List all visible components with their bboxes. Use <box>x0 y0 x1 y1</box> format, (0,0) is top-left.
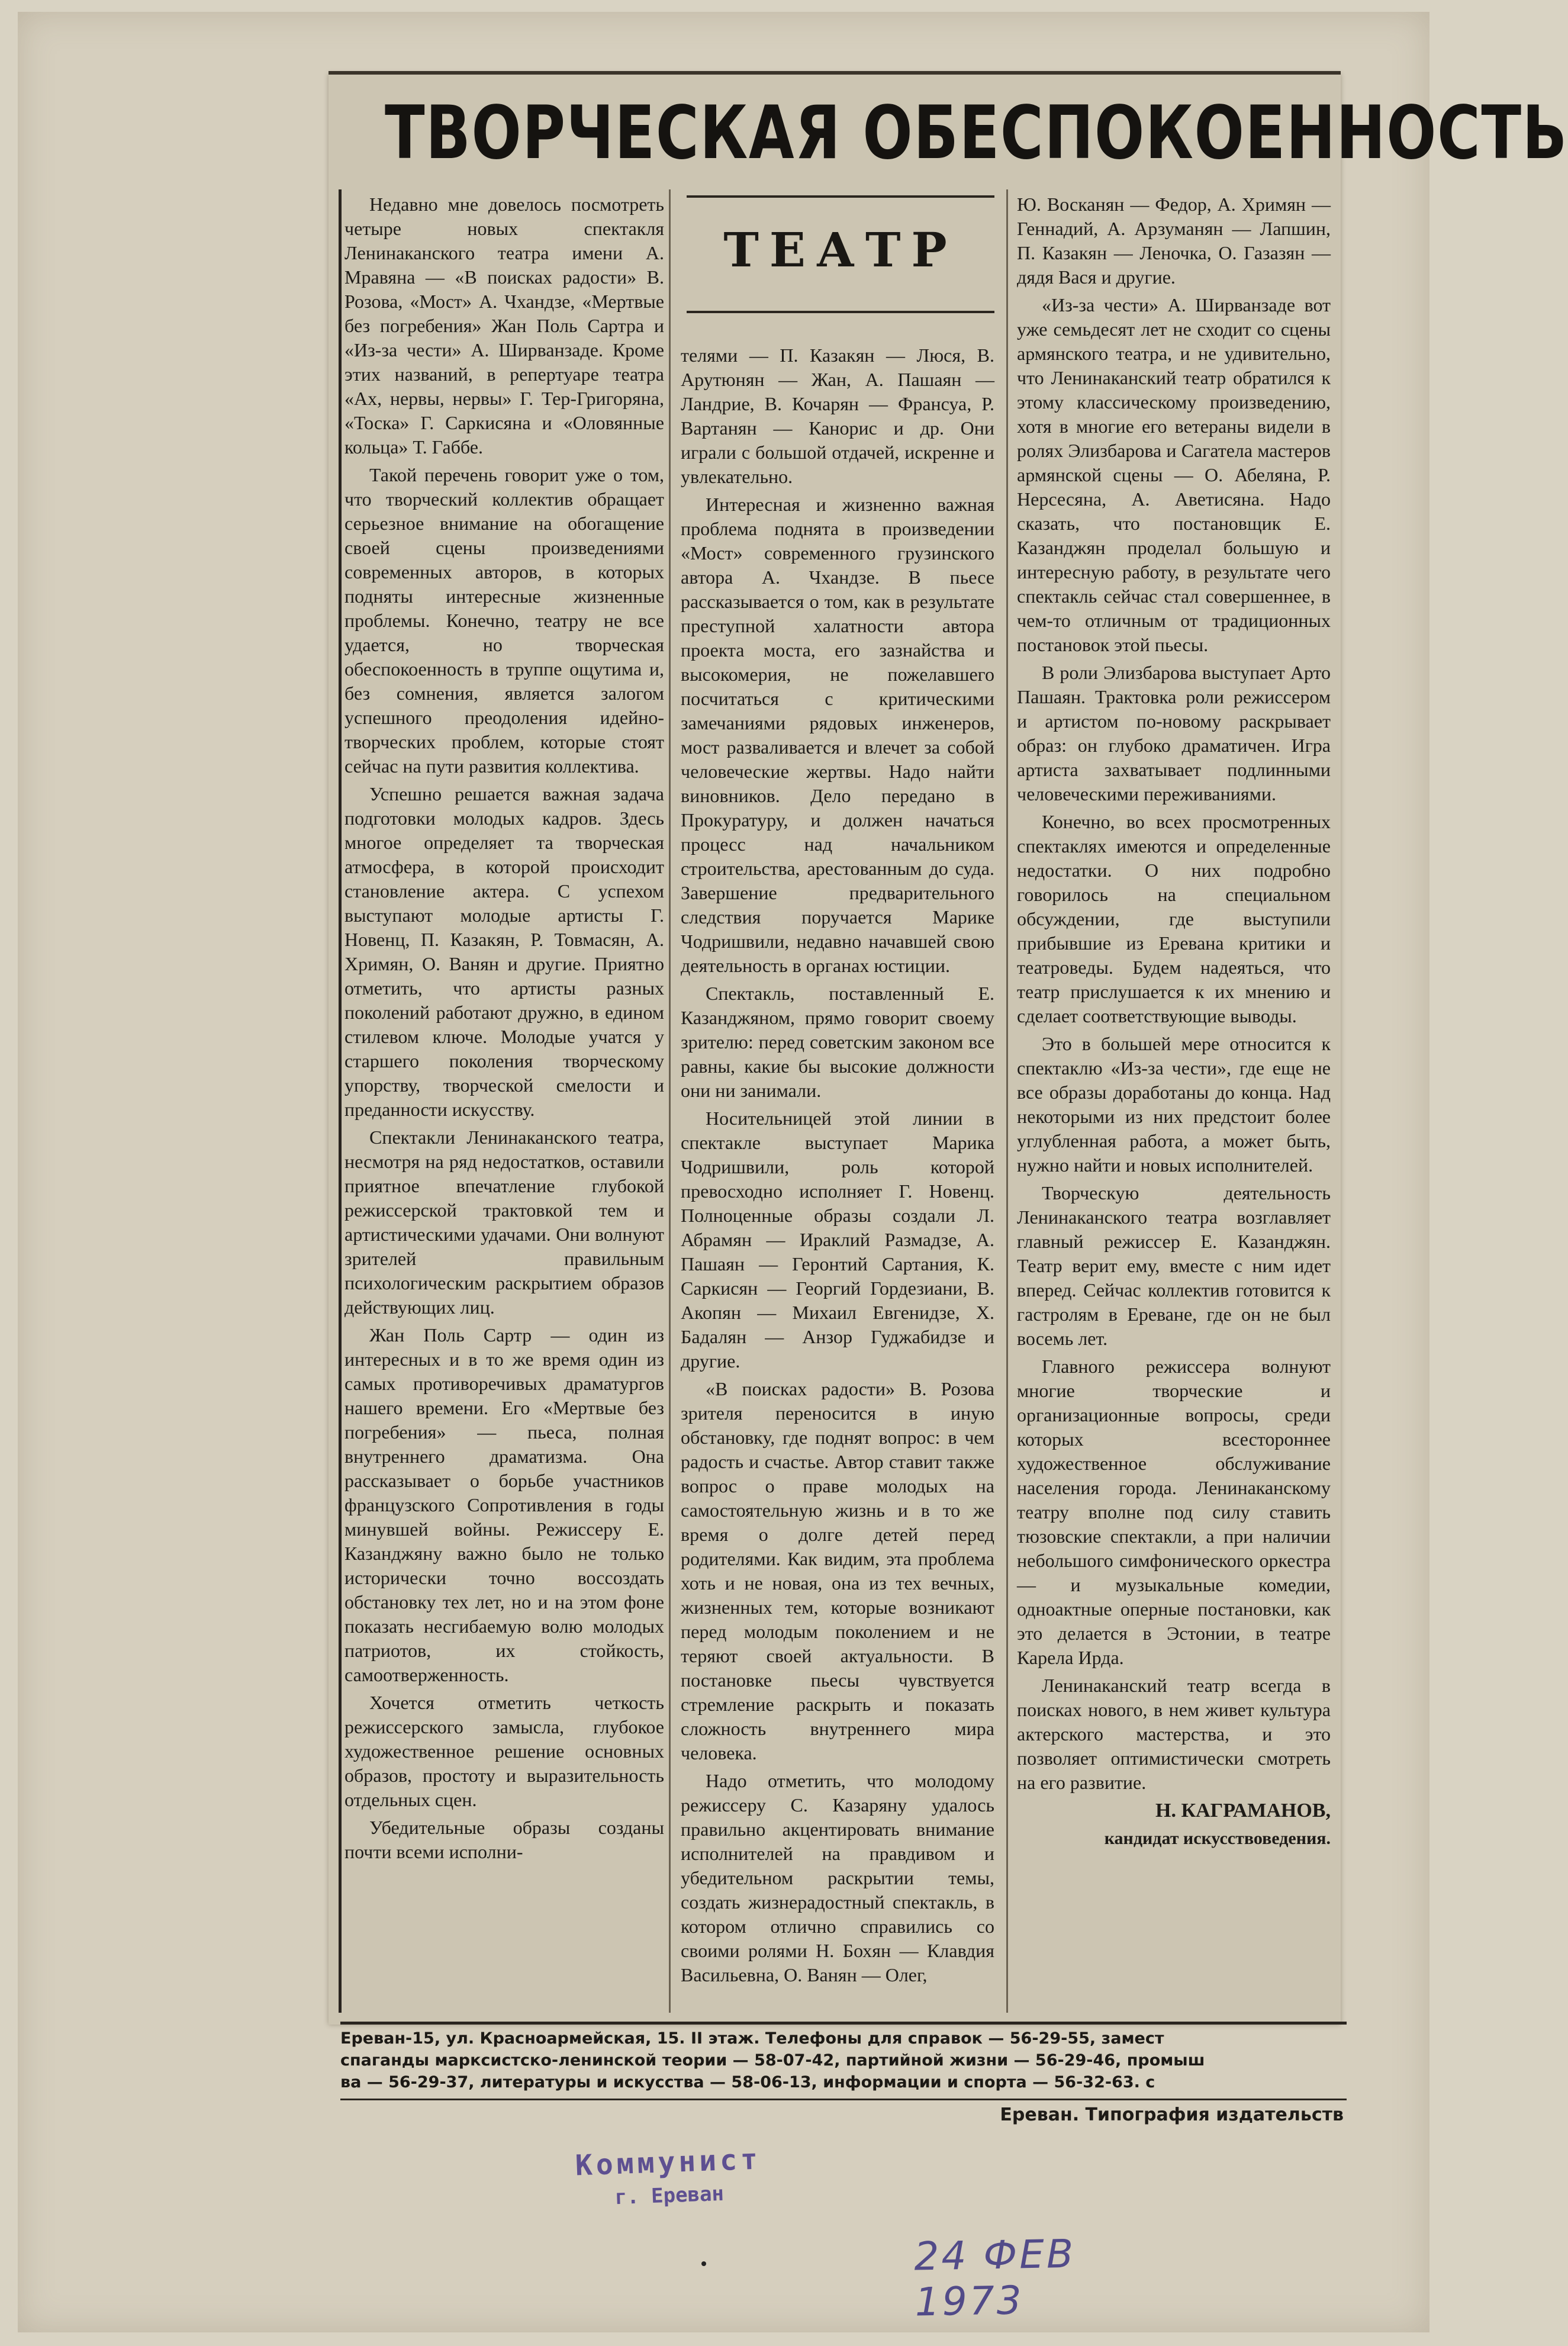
section-rule-top <box>687 195 994 198</box>
author-title: кандидат искусствоведения. <box>1104 1829 1331 1848</box>
paragraph: Конечно, во всех просмотренных спектаклях имеются и определенные недостатки. О них подробно говорилось на специальном обсуждении, где выступили прибывшие из Еревана критики и театроведы. Будем надеяться, что театр прислушается к их мнению и сделает соответствующие выводы. <box>1017 811 1331 1026</box>
section-header <box>687 195 994 314</box>
paragraph: Успешно решается важная задача подготовки молодых кадров. Здесь многое определяет та творческая атмосфера, в которой происходит становление актера. С успехом выступают молодые артисты Г. Новенц, П. Казакян, Р. Товмасян, А. Хримян, О. Ванян и другие. Приятно отметить, что артисты разных поколений работают дружно, в едином стилевом ключе. Молодые учатся у старшего поколения творческому упорству, творческой смелости и преданности искусству. <box>344 783 664 1120</box>
paragraph: Ленинаканский театр всегда в поисках нового, в нем живет культура актерского мастерства, и это позволяет оптимистически смотреть на его развитие. <box>1017 1675 1331 1793</box>
newspaper-name-stamp <box>532 2141 806 2222</box>
author-signature: Н. КАГРАМАНОВ, <box>1155 1800 1331 1822</box>
article-column-1 <box>344 192 664 2016</box>
article-column-3 <box>1017 192 1331 2016</box>
paragraph: Надо отметить, что молодому режиссеру С. Казаряну удалось правильно акцентировать внимание исполнителей на правдивом и убедительном раскрытии темы, создать жизнерадостный спектакль, в котором отлично справились со своими ролями Н. Бохян — Клавдия Васильевна, О. Ванян — Олег, <box>681 1770 994 1985</box>
section-rule-bottom <box>687 311 994 313</box>
paragraph: Убедительные образы созданы почти всеми исполни- <box>344 1817 664 1862</box>
printing-imprint: Ереван. Типография издательств <box>1000 2104 1344 2125</box>
paragraph: «Из-за чести» А. Ширванзаде вот уже семьдесят лет не сходит со сцены армянского театра, и не удивительно, что Ленинаканский театр обратился к этому классическому произведению, хотя в многие его ветераны видели в ролях Элизбарова и Сагатела мастеров армянской сцены — О. Абеляна, Р. Нерсесяна, А. Аветисяна. Надо сказать, что постановщик Е. Казанджян проделал большую и интересную работу, в результате чего спектакль сейчас стал совершеннее, в чем-то отличным от традиционных постановок этой пьесы. <box>1017 294 1331 655</box>
paragraph: Хочется отметить четкость режиссерского замысла, глубокое художественное решение основных образов, простоту и выразительность отдельных сцен. <box>344 1692 664 1810</box>
paragraph: Интересная и жизненно важная проблема поднята в произведении «Мост» современного грузинского автора А. Чхандзе. В пьесе рассказывается о том, как в результате преступной халатности автора проекта моста, его зазнайства и высокомерия, не пожелавшего посчитаться с критическими замечаниями рядовых инженеров, мост разваливается и влечет за собой человеческие жертвы. Надо найти виновников. Дело передано в Прокуратуру, и должен начаться процесс над начальником строительства, арестованным до суда. Завершение предварительного следствия поручается Марике Чодришвили, недавно начавшей свою деятельность в органах юстиции. <box>681 494 994 976</box>
footer-rule-top <box>340 2022 1347 2025</box>
paragraph: телями — П. Казакян — Люся, В. Арутюнян — Жан, А. Пашаян — Ландрие, В. Кочарян — Франсуа, Р. Вартанян — Канорис и др. Они играли с большой отдачей, искренне и увлекательно. <box>681 345 994 487</box>
paragraph: Недавно мне довелось посмотреть четыре новых спектакля Ленинаканского театра имени А. Мравяна — «В поисках радости» В. Розова, «Мост» А. Чхандзе, «Мертвые без погребения» Жан Поль Сартра и «Из-за чести» А. Ширванзаде. Кроме этих названий, в репертуаре театра «Ах, нервы, нервы» Г. Тер-Григоряна, «Тоска» Г. Саркисяна и «Оловянные кольца» Т. Габбе. <box>344 194 664 458</box>
paragraph: Это в большей мере относится к спектаклю «Из-за чести», где еще не все образы доработаны до конца. Над некоторыми из них предстоит более углубленная работа, а может быть, нужно найти и новых исполнителей. <box>1017 1033 1331 1176</box>
publisher-footer <box>340 2028 1347 2096</box>
paragraph: Спектакль, поставленный Е. Казанджяном, прямо говорит своему зрителю: перед советским законом все равны, какие бы высокие должности они ни занимали. <box>681 983 994 1101</box>
paragraph: Носительницей этой линии в спектакле выступает Марика Чодришвили, роль которой превосходно исполняет Г. Новенц. Полноценные образы создали Л. Абрамян — Ираклий Размадзе, А. Пашаян — Геронтий Сартания, К. Саркисян — Георгий Гордезиани, В. Акопян — Михаил Евгенидзе, Х. Бадалян — Анзор Гуджабидзе и другие. <box>681 1108 994 1372</box>
paragraph: Ю. Восканян — Федор, А. Хримян — Геннадий, А. Арзуманян — Лапшин, П. Казакян — Леночка, О. Газазян — дядя Вася и другие. <box>1017 194 1331 288</box>
paragraph: В роли Элизбарова выступает Арто Пашаян. Трактовка роли режиссером и артистом по-новому раскрывает образ: он глубоко драматичен. Игра артиста захватывает подлинными человеческими переживаниями. <box>1017 662 1331 804</box>
paragraph: Спектакли Ленинаканского театра, несмотря на ряд недостатков, оставили приятное впечатление глубокой режиссерской трактовкой тем и артистическими удачами. Они волнуют зрителей правильным психологическим раскрытием образов действующих лиц. <box>344 1127 664 1318</box>
footer-line: спаганды марксистско-ленинской теории — 58-07-42, партийной жизни — 56-29-46, промыш <box>340 2051 1205 2070</box>
paragraph: Такой перечень говорит уже о том, что творческий коллектив обращает серьезное внимание на обогащение своей сцены произведениями современных авторов, в которых подняты интересные жизненные проблемы. Конечно, театру не все удается, но творческая обеспокоенность в труппе ощутима и, без сомнения, является залогом успешного преодоления идейно-творческих проблем, которые стоят сейчас на пути развития коллектива. <box>344 464 664 777</box>
footer-line: Ереван-15, ул. Красноармейская, 15. II этаж. Телефоны для справок — 56-29-55, замест <box>340 2029 1164 2048</box>
paragraph: Главного режиссера волнуют многие творческие и организационные вопросы, среди которых всестороннее художественное обслуживание населения города. Ленинаканскому театру вполне под силу ставить тюзовские спектакли, а при наличии небольшого симфонического оркестра — и музыкальные комедии, одноактные оперные постановки, как это делается в Эстонии, в театре Карела Ирда. <box>1017 1356 1331 1668</box>
stamp-line: г. Ереван <box>614 2181 725 2210</box>
column-rule-2 <box>669 189 671 2013</box>
ink-dot <box>701 2261 706 2266</box>
section-title: ТЕАТР <box>723 222 958 278</box>
headline: ТВОРЧЕСКАЯ ОБЕСПОКОЕННОСТЬ <box>385 91 1568 176</box>
column-rule-left <box>339 189 342 2013</box>
paragraph: Творческую деятельность Ленинаканского театра возглавляет главный режиссер Е. Казанджян. Театр верит ему, вместе с ним идет вперед. Сейчас коллектив готовится к гастролям в Ереване, где он не был восемь лет. <box>1017 1182 1331 1349</box>
date-stamp: 24 ФЕВ 1973 <box>913 2231 1076 2325</box>
paragraph: Жан Поль Сартр — один из интересных и в то же время один из самых противоречивых драматургов нашего времени. Его «Мертвые без погребения» — пьеса, полная внутреннего драматизма. Она рассказывает о борьбе участников французского Сопротивления в годы минувшей войны. Режиссеру Е. Казанджяну важно было не только исторически точно воссоздать обстановку тех лет, но и на этом фоне показать несгибаемую волю молодых патриотов, их стойкость, самоотверженность. <box>344 1324 664 1685</box>
footer-line: ва — 56-29-37, литературы и искусства — 58-06-13, информации и спорта — 56-32-63. с <box>340 2073 1155 2091</box>
clipping-top-edge <box>329 71 1341 75</box>
paragraph: «В поисках радости» В. Розова зрителя переносится в иную обстановку, где поднят вопрос: в чем радость и счастье. Автор ставит также вопрос о праве молодых на самостоятельную жизнь и в то же время о долге детей перед родителями. Как видим, эта проблема хоть и не новая, она из тех вечных, жизненных тем, которые возникают перед молодым поколением и не теряют своей актуальности. В постановке пьесы чувствуется стремление раскрыть и показать сложность внутреннего мира человека. <box>681 1378 994 1763</box>
column-rule-3 <box>1006 189 1008 2013</box>
stamp-line: Коммунист <box>574 2142 762 2183</box>
article-column-2 <box>681 343 994 2013</box>
footer-rule-bottom <box>340 2099 1347 2100</box>
